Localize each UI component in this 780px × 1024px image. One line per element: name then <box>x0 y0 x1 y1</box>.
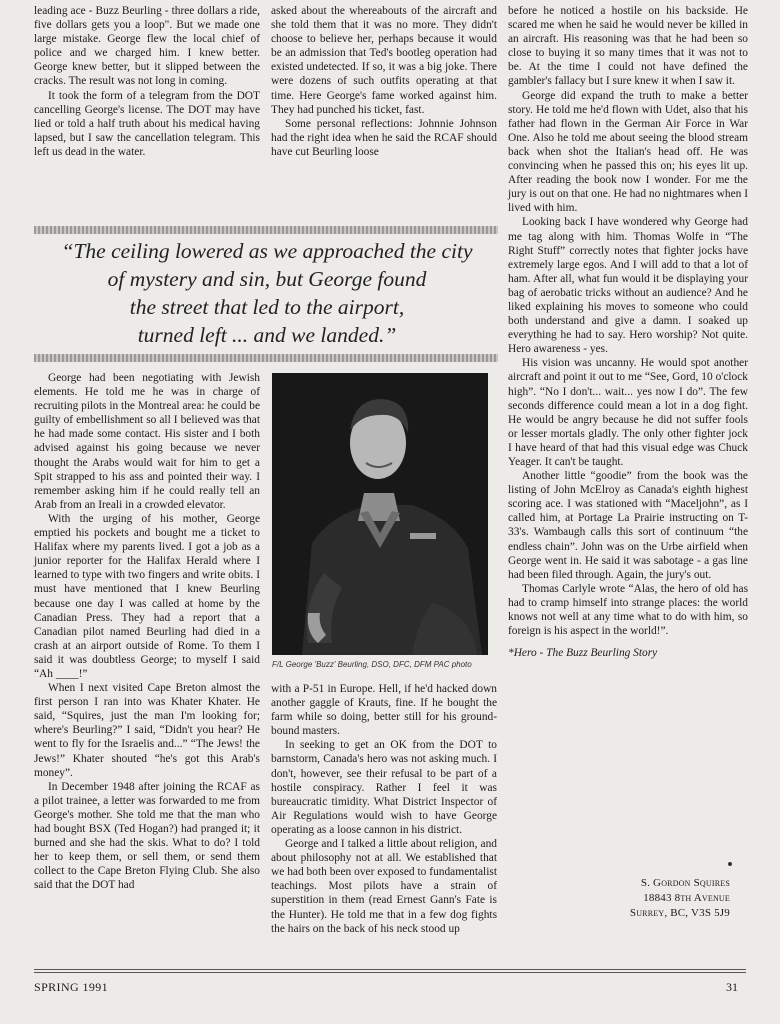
footer-rule <box>34 972 746 973</box>
paragraph: George had been negotiating with Jewish elements. He told me he was in charge of recruiting pilots in the Montreal area: he could be guilty of embellishment so all I believed was that he had made some contact. His sister and I both advised against his going because we never thought the Arabs would wait for him to get a Spit strapped to his ass and pointed their way. I remember asking him if he could really tell an Arab from an Ireali in a crowded elevator. <box>34 372 260 511</box>
pull-quote <box>22 237 512 349</box>
pull-quote-top-rule <box>34 226 498 234</box>
end-mark <box>728 862 732 866</box>
portrait-photo <box>272 373 488 655</box>
column-3 <box>508 4 748 660</box>
book-reference: *Hero - The Buzz Beurling Story <box>508 647 658 660</box>
paragraph: In seeking to get an OK from the DOT to barnstorm, Canada's hero was not asking much. I don't, however, see their refusal to be part of a hostile conspiracy. Rather I feel it was bureaucratic timidity. What District Inspector of Air Regulations would wish to have George operating as a loose cannon in his district. <box>271 739 497 836</box>
photo-caption: F/L George 'Buzz' Beurling, DSO, DFC, DFM PAC photo <box>272 660 472 669</box>
paragraph: with a P-51 in Europe. Hell, if he'd hacked down another gaggle of Krauts, fine. If he bought the farm while so doing, better still for his ground-bound masters. <box>271 683 497 738</box>
column-1-top <box>34 4 260 159</box>
paragraph: George and I talked a little about religion, and about philosophy not at all. We established that we had both been over exposed to fundamentalist teachings. Most pilots have a strain of superstition in them (read Ernest Gann's Fate is the Hunter). He told me that in a few dog fights the hairs on the back of his neck stood up <box>271 838 497 935</box>
paragraph: Thomas Carlyle wrote “Alas, the hero of old has had to cramp himself into strange places: the world knows not well at any time what to do with him, so foreign is his aspect in the world!”. <box>508 582 748 638</box>
pull-quote-line: the street that led to the airport, <box>129 295 405 319</box>
column-2-bottom <box>271 682 497 936</box>
author-signature <box>590 876 730 921</box>
issue-label: SPRING 1991 <box>34 980 109 994</box>
paragraph: With the urging of his mother, George emptied his pockets and bought me a ticket to Halifax where my parents lived. I got a job as a junior reporter for the Halifax Herald where I learned to type with two fingers and write obits. I must have mentioned that I knew Beurling because one day I was called at home by the Canadian Press. They had a report that a Canadian pilot named Beurling had died in a crash at an airport outside of Rome. To them I said it was doubtless George; to myself I said “Ah ____!” <box>34 512 260 680</box>
pilot-portrait-image <box>272 373 488 655</box>
paragraph: before he noticed a hostile on his backside. He scared me when he said he would never be killed in an aircraft. His reasoning was that he had been so close to buying it so many times that it was not to be. At the time I could not have defined the gambler's fallacy but I sure knew it when I saw it. <box>508 5 748 88</box>
pull-quote-line: turned left ... and we landed.” <box>137 323 397 347</box>
paragraph: George did expand the truth to make a better story. He told me he'd flown with Udet, also that his father had flown in the German Air Force in War One. Also he told me about seeing the blood stream back when shot the Italian's head off. He was convincing when he passed this on; his eyes lit up. After reading the book now I wonder. For me the jury is out on that one. He had no nightmares when I lived with him. <box>508 89 748 215</box>
author-address-line: 18843 8th Avenue <box>643 892 730 904</box>
paragraph: Some personal reflections: Johnnie Johnson had the right idea when he said the RCAF should have cut Beurling loose <box>271 117 497 158</box>
pull-quote-line: of mystery and sin, but George found <box>107 267 427 291</box>
paragraph: leading ace - Buzz Beurling - three dollars a ride, five dollars gets you a loop". But we made one large mistake. George flew the local chief of police and we charged him. I knew better. George knew better, but it slipped between the cracks. The result was not long in coming. <box>34 5 260 88</box>
author-address-line: Surrey, BC, V3S 5J9 <box>629 907 730 919</box>
column-1-bottom <box>34 371 260 892</box>
paragraph: It took the form of a telegram from the DOT cancelling George's license. The DOT may have lied or told a half truth about his medical having lapsed, but I saw the cancellation telegram. This left us dead in the water. <box>34 89 260 158</box>
paragraph: Looking back I have wondered why George had me tag along with him. Thomas Wolfe in “The Right Stuff” correctly notes that fighter jocks have extremely large egos. And I will add to that a lot of ham. After all, what fun would it be displaying your bag of aerobatic tricks without an audience? And he liked explaining his moves to someone who could both understand and give a damn. I soaked up everything he had to say. Hero worship? Not quite. Hero awareness - yes. <box>508 216 748 356</box>
column-2-top <box>271 4 497 159</box>
paragraph: In December 1948 after joining the RCAF as a pilot trainee, a letter was forwarded to me from George's mother. She told me that the man who had bought BSX (Ted Hogan?) had pranged it; it burned and she had the skis. What to do? I told her to keep them, or sell them, or send them collect to the Cape Breton Flying Club. She also said that the DOT had <box>34 780 260 892</box>
pull-quote-line: “The ceiling lowered as we approached the city <box>61 239 473 263</box>
paragraph: asked about the whereabouts of the aircraft and she told them that it was no more. They didn't choose to believe her, perhaps because it would be an admission that Ted's bootleg operation had existed undetected. If so, it was a big joke. There were dozens of such outfits operating at that time. Here George's fame worked against him. They had punched his ticket, fast. <box>271 5 497 116</box>
paragraph: When I next visited Cape Breton almost the first person I ran into was Khater Khater. He said, “Squires, just the man I'm looking for; where's Beurling?” I said, “Didn't you hear? He went to fly for the Israelis and...” “The Jews! the Jews!” Khater shouted “he's got this Arab's money”. <box>34 682 260 779</box>
author-name: S. Gordon Squires <box>640 877 730 889</box>
page-number: 31 <box>726 980 738 994</box>
footer-rule <box>34 969 746 970</box>
paragraph: His vision was uncanny. He would spot another aircraft and point it out to me “See, Gord, 10 o'clock high”. “No I don't... wait... yes now I do”. The few seconds difference could mean a lot in a dog fight. He would be angry because he did not suffer fools or lesser mortals gladly. The only other fighter jock I have heard of that had this visual edge was Chuck Yeager. It can't be taught. <box>508 357 748 468</box>
pull-quote-bottom-rule <box>34 354 498 362</box>
paragraph: Another little “goodie” from the book was the listing of John McElroy as Canada's eighth highest scoring ace. I was stationed with “Maceljohn”, as I called him, at Portage La Prairie instructing on T-33's. Wambaugh calls this sort of continuum “the endless chain”. John was on the Urbe airfield when George went in. He said it was sabotage - a gas line had been filed through. Again, the jury's out. <box>508 470 748 581</box>
